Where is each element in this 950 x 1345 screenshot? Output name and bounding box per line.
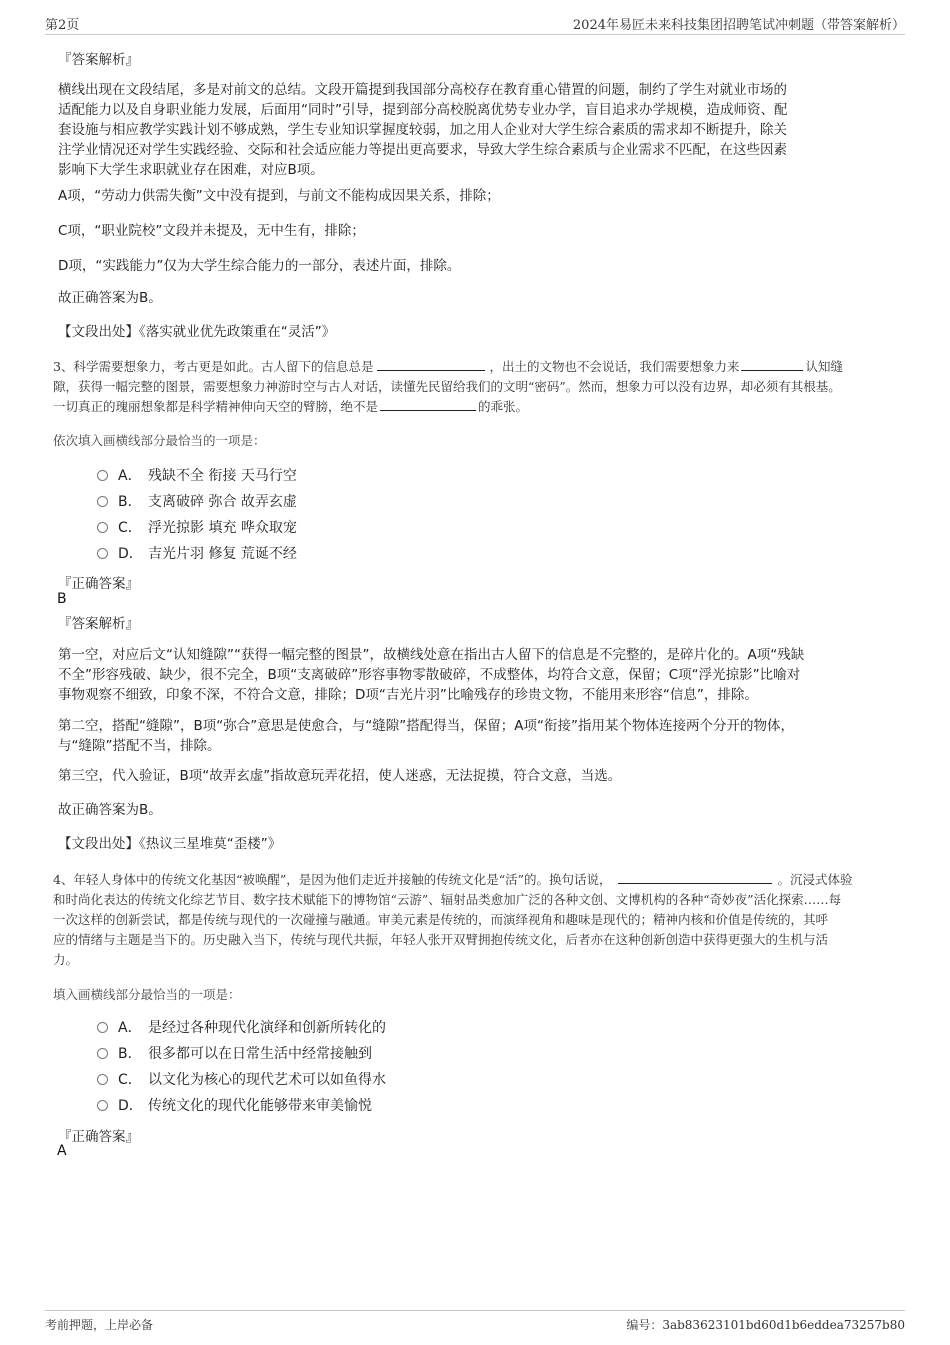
- page-number: 第2页: [45, 18, 80, 33]
- conclusion: 故正确答案为B。: [58, 802, 162, 818]
- note-d: D项，“实践能力”仅为大学生综合能力的一部分，表述片面，排除。: [58, 258, 461, 274]
- option-a[interactable]: [97, 1015, 386, 1041]
- document-id: 编号：3ab83623101bd60d1b6eddea73257b80: [626, 1318, 905, 1332]
- analysis-line: 第一空，对应后文“认知缝隙”“获得一幅完整的图景”，故横线处意在指出古人留下的信息是不完整的，是碎片化的。A项“残缺: [58, 647, 805, 663]
- radio-icon[interactable]: [97, 1022, 108, 1033]
- source-line: [58, 834, 281, 854]
- correct-answer: B: [57, 591, 67, 607]
- question-line: [53, 870, 903, 890]
- analysis-paragraph-2: [58, 716, 898, 756]
- option-d[interactable]: [97, 1093, 386, 1119]
- blank-2: [741, 357, 803, 371]
- question-prompt: 依次填入画横线部分最恰当的一项是：: [53, 433, 266, 448]
- option-letter: B．: [118, 494, 142, 510]
- question-text: 的乖张。: [478, 399, 529, 414]
- analysis-line: 适配能力以及自身职业能力发展，后面用“同时”引导，提到部分高校脱离优势专业办学，盲目追求办学规模，造成师资、配: [58, 102, 788, 118]
- radio-icon[interactable]: [97, 470, 108, 481]
- note-c: C项，“职业院校”文段并未提及，无中生有，排除；: [58, 223, 365, 239]
- analysis-paragraph-3: 第三空，代入验证，B项“故弄玄虚”指故意玩弄花招，使人迷惑，无法捉摸，符合文意，当选。: [58, 768, 622, 784]
- option-text: 是经过各种现代化演绎和创新所转化的: [148, 1020, 386, 1036]
- option-a[interactable]: [97, 463, 297, 489]
- question-text: 4、年轻人身体中的传统文化基因“被唤醒”，是因为他们走近并接触的传统文化是“活”的。换句话说，: [53, 872, 612, 887]
- option-letter: C．: [118, 1072, 142, 1088]
- question-line: [53, 357, 903, 377]
- radio-icon[interactable]: [97, 1100, 108, 1111]
- analysis-line: 与“缝隙”搭配不当，排除。: [58, 738, 221, 754]
- blank-3: [380, 397, 476, 411]
- option-letter: D．: [118, 546, 143, 562]
- option-text: 浮光掠影 填充 哗众取宠: [148, 520, 297, 536]
- analysis-line: 套设施与相应教学实践计划不够成熟，学生专业知识掌握度较弱，加之用人企业对大学生综合素质的需求却不断提升，除关: [58, 122, 787, 138]
- question-text: 3、科学需要想象力，考古更是如此。古人留下的信息总是: [53, 359, 374, 374]
- question-line: 和时尚化表达的传统文化综艺节目、数字技术赋能下的博物馆“云游”、辐射品类愈加广泛的各种文创、文博机构的各种“奇妙夜”活化探索……每: [53, 892, 842, 907]
- footer-slogan: 考前押题，上岸必备: [45, 1318, 154, 1332]
- option-b[interactable]: [97, 489, 297, 515]
- page-header: [45, 14, 905, 35]
- option-text: 支离破碎 弥合 故弄玄虚: [148, 494, 297, 510]
- correct-answer: A: [57, 1143, 67, 1159]
- note-a: A项，“劳动力供需失衡”文中没有提到，与前文不能构成因果关系，排除；: [58, 188, 500, 204]
- analysis-line: 横线出现在文段结尾，多是对前文的总结。文段开篇提到我国部分高校存在教育重心错置的问题，制约了学生对就业市场的: [58, 82, 787, 98]
- question-text: 认知缝: [805, 359, 843, 374]
- page-footer: [45, 1310, 905, 1333]
- question-line: 一次这样的创新尝试，都是传统与现代的一次碰撞与融通。审美元素是传统的，而演绎视角和趣味是现代的；精神内核和价值是传统的，其呼: [53, 912, 829, 927]
- correct-label: 『正确答案』: [58, 1129, 139, 1145]
- option-text: 很多都可以在日常生活中经常接触到: [148, 1046, 372, 1062]
- radio-icon[interactable]: [97, 1074, 108, 1085]
- option-letter: D．: [118, 1098, 143, 1114]
- options-q4: [97, 1015, 386, 1119]
- blank-1: [618, 870, 772, 884]
- question-line: [53, 397, 903, 417]
- analysis-label: 『答案解析』: [58, 616, 139, 632]
- option-c[interactable]: [97, 515, 297, 541]
- radio-icon[interactable]: [97, 496, 108, 507]
- option-letter: A．: [118, 1020, 142, 1036]
- analysis-line: 注学业情况还对学生实践经验、交际和社会适应能力等提出更高要求，导致大学生综合素质与企业需求不匹配，在这些因素: [58, 142, 787, 158]
- option-text: 吉光片羽 修复 荒诞不经: [148, 546, 297, 562]
- question-line: 隙，获得一幅完整的图景，需要想象力神游时空与古人对话，读懂先民留给我们的文明“密码”。然而，想象力可以没有边界，却必须有其根基。: [53, 379, 841, 394]
- analysis-label: 『答案解析』: [58, 52, 139, 68]
- source-title: 《落实就业优先政策重在“灵活”》: [139, 324, 336, 340]
- question-prompt: 填入画横线部分最恰当的一项是：: [53, 987, 241, 1002]
- analysis-line: 事物观察不细致，印象不深，不符合文意，排除；D项“吉光片羽”比喻残存的珍贵文物，不能用来形容“信息”，排除。: [58, 687, 758, 703]
- option-letter: B．: [118, 1046, 142, 1062]
- option-letter: A．: [118, 468, 142, 484]
- option-c[interactable]: [97, 1067, 386, 1093]
- source-prefix: 【文段出处】: [58, 836, 139, 852]
- analysis-paragraph-1: [58, 645, 898, 705]
- question-text: 一切真正的瑰丽想象都是科学精神伸向天空的臂膀，绝不是: [53, 399, 379, 414]
- radio-icon[interactable]: [97, 548, 108, 559]
- radio-icon[interactable]: [97, 1048, 108, 1059]
- question-4: [53, 870, 903, 970]
- option-text: 以文化为核心的现代艺术可以如鱼得水: [148, 1072, 386, 1088]
- analysis-line: 不全”形容残破、缺少，很不完全，B项“支离破碎”形容事物零散破碎，不成整体，均符合文意，保留；C项“浮光掠影”比喻对: [58, 667, 801, 683]
- question-line: 力。: [53, 952, 79, 967]
- option-letter: C．: [118, 520, 142, 536]
- radio-icon[interactable]: [97, 522, 108, 533]
- document-title: 2024年易匠未来科技集团招聘笔试冲刺题（带答案解析）: [572, 18, 905, 33]
- analysis-line: 影响下大学生求职就业存在困难，对应B项。: [58, 162, 324, 178]
- question-line: 应的情绪与主题是当下的。历史融入当下，传统与现代共振，年轻人张开双臂拥抱传统文化，后者亦在这种创新创造中获得更强大的生机与活: [53, 932, 829, 947]
- option-b[interactable]: [97, 1041, 386, 1067]
- option-d[interactable]: [97, 541, 297, 567]
- correct-label: 『正确答案』: [58, 576, 139, 592]
- blank-1: [377, 357, 485, 371]
- option-text: 传统文化的现代化能够带来审美愉悦: [148, 1098, 372, 1114]
- prev-analysis: [58, 80, 898, 180]
- analysis-line: 第二空，搭配“缝隙”，B项“弥合”意思是使愈合，与“缝隙”搭配得当，保留；A项“衔接”指用某个物体连接两个分开的物体，: [58, 718, 794, 734]
- question-text: ，出土的文物也不会说话，我们需要想象力来: [489, 359, 740, 374]
- question-text: 。沉浸式体验: [777, 872, 853, 887]
- option-text: 残缺不全 衔接 天马行空: [148, 468, 297, 484]
- source-prefix: 【文段出处】: [58, 324, 139, 340]
- options-q3: [97, 463, 297, 567]
- conclusion: 故正确答案为B。: [58, 290, 162, 306]
- question-3: [53, 357, 903, 417]
- source-line: [58, 322, 335, 342]
- source-title: 《热议三星堆莫“歪楼”》: [139, 836, 282, 852]
